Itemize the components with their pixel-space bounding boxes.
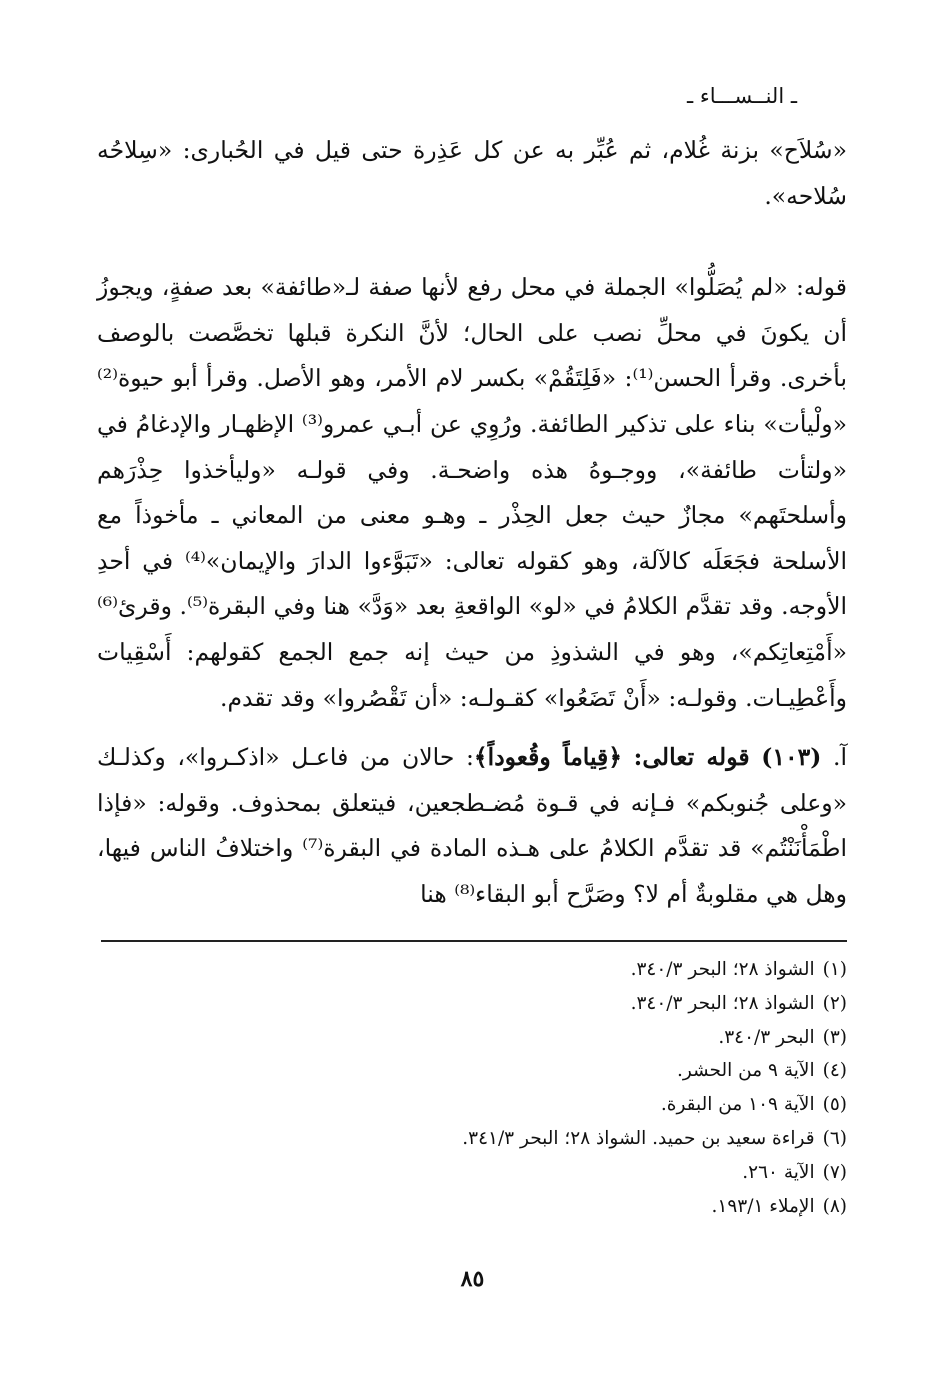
paragraph-1: «سُلاَح» بزنة غُلام، ثم عُبِّر به عن كل عَذِرة حتى قيل في الحُبارى: «سِلاحُه سُلاحه». bbox=[97, 136, 847, 210]
footnote-number: (١) bbox=[822, 959, 847, 980]
footnote-text: الشواذ ٢٨؛ البحر ٣٤٠/٣. bbox=[630, 992, 815, 1014]
footnote-text: الآية ٢٦٠. bbox=[742, 1161, 815, 1183]
paragraph-3 bbox=[97, 735, 847, 917]
footnote-item bbox=[101, 1088, 847, 1122]
footnote-number: (٨) bbox=[822, 1195, 847, 1217]
footnote-item bbox=[101, 1156, 847, 1190]
running-header: ـ النــســـاء ـ bbox=[687, 84, 797, 108]
verse-prefix: آ. bbox=[832, 743, 847, 772]
footnote-number: (٦) bbox=[822, 1127, 847, 1149]
footnote-number: (٣) bbox=[822, 1026, 847, 1048]
page-number: ٨٥ bbox=[460, 1266, 485, 1292]
footnote-number: (٧) bbox=[822, 1161, 847, 1183]
footnote-item bbox=[101, 987, 847, 1021]
footnote-text: البحر ٣٤٠/٣. bbox=[718, 1026, 815, 1048]
verse-label: قوله تعالى: bbox=[633, 743, 750, 772]
main-text bbox=[97, 128, 847, 918]
footnote-number: (٤) bbox=[822, 1060, 847, 1082]
footnote-text: الشواذ ٢٨؛ البحر ٣٤٠/٣. bbox=[630, 959, 815, 980]
footnote-text: الآية ١٠٩ من البقرة. bbox=[660, 1094, 815, 1116]
footnote-item bbox=[101, 1021, 847, 1055]
footnote-item bbox=[101, 1054, 847, 1088]
footnote-item bbox=[101, 1122, 847, 1156]
verse-number: (١٠٣) bbox=[761, 743, 822, 772]
footnote-text: الآية ٩ من الحشر. bbox=[676, 1060, 815, 1082]
footnote-text: الإملاء ١٩٣/١. bbox=[711, 1195, 815, 1217]
verse-quote: ﴿قِياماً وقُعوداً﴾ bbox=[473, 743, 623, 772]
footnote-item bbox=[101, 1190, 847, 1224]
footnote-number: (٢) bbox=[822, 992, 847, 1014]
footnote-text: قراءة سعيد بن حميد. الشواذ ٢٨؛ البحر ٣٤١/٣. bbox=[462, 1127, 815, 1149]
footnotes-list bbox=[101, 953, 847, 1223]
footnote-number: (٥) bbox=[822, 1094, 847, 1116]
footnote-divider bbox=[101, 940, 847, 942]
footnote-item bbox=[101, 953, 847, 987]
paragraph-3-text: : حالان من فاعـل «اذكـروا»، وكذلـك «وعلى جُنوبكم» فـإنه في قـوة مُضـطجعين، فيتعلق بمحذوف. وقوله: «فإذا اطْمَأْنَنْتُم» قد تقدَّم الكلامُ على هـذه المادة في البقرة⁽⁷⁾ واختلافُ الناس فيها، وهل هي مقلوبةٌ أم لا؟ وصَرَّح أبو البقاء⁽⁸⁾ هنا bbox=[97, 743, 847, 908]
paragraph-2: قوله: «لم يُصَلُّوا» الجملة في محل رفع لأنها صفة لـ«طائفة» بعد صفةٍ، ويجوزُ أن يكونَ في محلِّ نصب على الحال؛ لأنَّ النكرة قبلها تخصَّصت بالوصف بأخرى. وقرأ الحسن⁽¹⁾: «فَلِتَقُمْ» بكسر لام الأمر، وهو الأصل. وقرأ أبو حيوة⁽²⁾ «ولْيأت» بناء على تذكير الطائفة. ورُوِي عن أبـي عمرو⁽³⁾ الإظهـار والإدغامُ في «ولتأت طائفة»، ووجـوهُ هذه واضحـة. وفي قولـه «وليأخذوا حِذْرَهم وأسلحتَهم» مجازٌ حيث جعل الحِذْر ـ وهـو معنى من المعاني ـ مأخوذاً مع الأسلحة فجَعَلَه كالآلة، وهو كقوله تعالى: «تَبَوَّءوا الدارَ والإيمان»⁽⁴⁾ في أحدِ الأوجه. وقد تقدَّم الكلامُ في «لو» الواقعةِ بعد «وَدَّ» هنا وفي البقرة⁽⁵⁾. وقرئ⁽⁶⁾ «أَمْتِعاتِكم»، وهو في الشذوذِ من حيث إنه جمع الجمع كقولهم: أَسْقِيات وأَعْطِيـات. وقولـه: «أَنْ تَضَعُوا» كقـولـه: «أن تَقْصُروا» وقد تقدم. bbox=[97, 273, 847, 712]
